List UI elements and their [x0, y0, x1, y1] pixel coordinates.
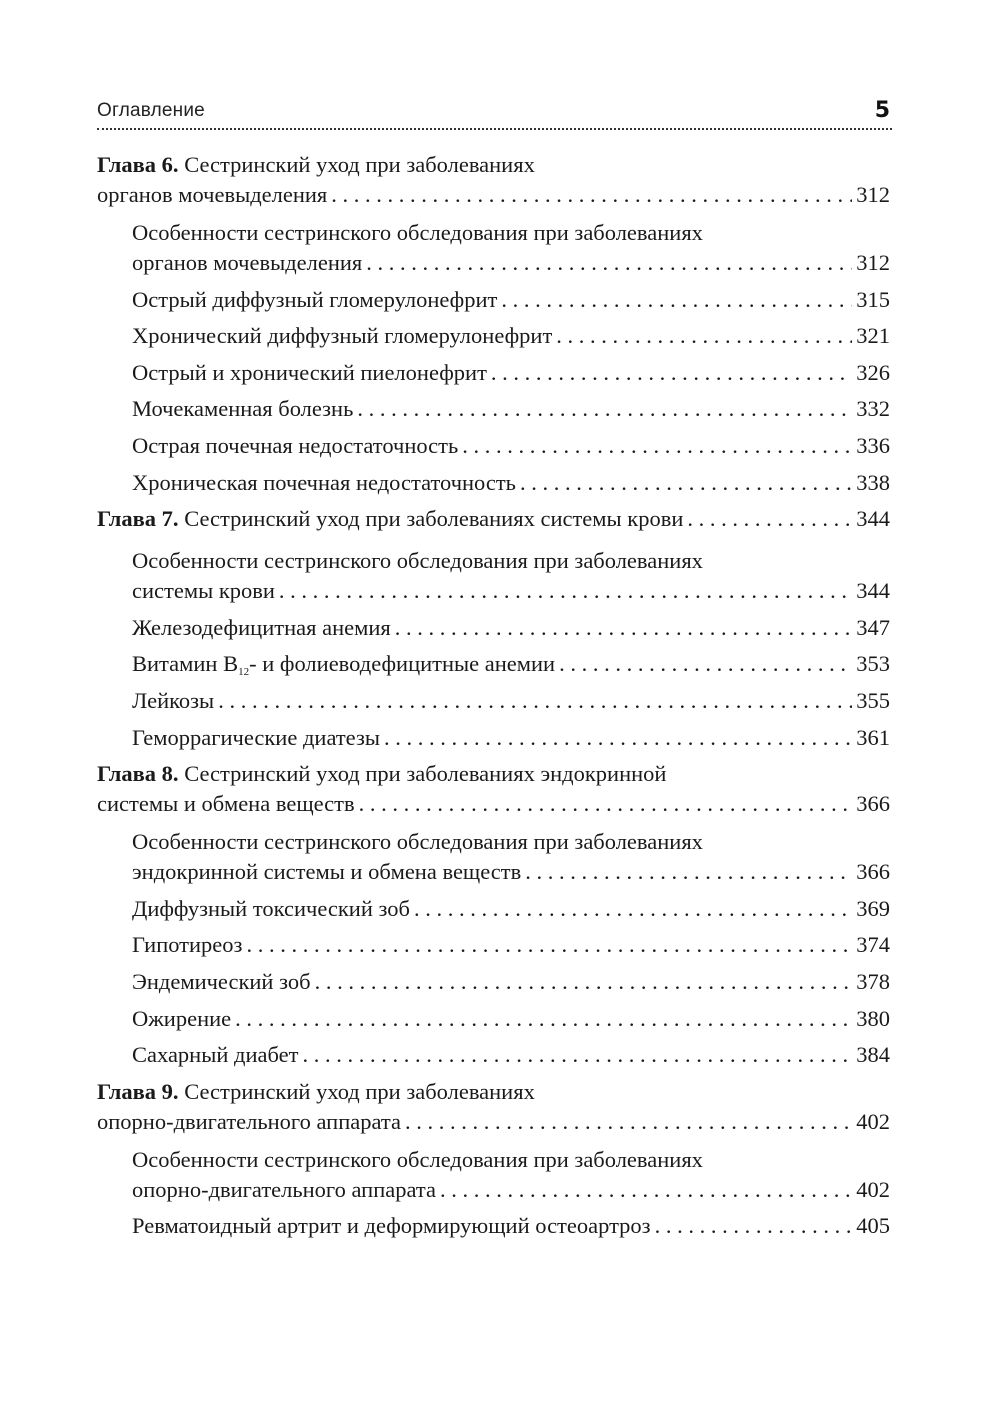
toc-item-page: 355	[856, 687, 890, 713]
toc-item[interactable]	[132, 321, 890, 351]
chapter-label: Глава 8.	[97, 761, 179, 787]
toc-item[interactable]	[132, 967, 890, 997]
toc-item-page: 380	[856, 1005, 890, 1031]
chapter-heading[interactable]	[97, 759, 890, 819]
chapter-title: Сестринский уход при заболеваниях системы крови	[184, 506, 684, 532]
toc-item-page: 347	[856, 614, 890, 640]
toc-item-page: 369	[856, 895, 890, 921]
toc-item-title: Особенности сестринского обследования при заболеваниях	[132, 220, 703, 245]
toc-item-title-cont: системы крови	[132, 578, 275, 604]
leader-dots	[357, 394, 852, 424]
toc-item-title: Особенности сестринского обследования при заболеваниях	[132, 1146, 703, 1172]
toc-item-title: Хронический диффузный гломерулонефрит	[132, 323, 553, 349]
toc-item-page: 332	[856, 396, 890, 422]
running-header	[97, 98, 892, 134]
toc-item[interactable]	[132, 358, 890, 388]
toc-chapter-9	[97, 1077, 890, 1242]
chapter-label: Глава 9.	[97, 1078, 179, 1104]
toc-item-title: Хроническая почечная недостаточность	[132, 469, 516, 495]
toc-item[interactable]	[132, 649, 890, 679]
toc-item-title: Гипотиреоз	[132, 932, 243, 958]
toc-item[interactable]	[132, 1211, 890, 1241]
chapter-label: Глава 6.	[97, 152, 179, 177]
section-list	[97, 218, 890, 498]
leader-dots	[414, 894, 852, 924]
chapter-page: 366	[856, 791, 890, 817]
toc-item-title: Особенности сестринского обследования при заболеваниях	[132, 829, 703, 855]
chapter-page: 344	[856, 506, 890, 532]
toc-item-title: Острый диффузный гломерулонефрит	[132, 286, 498, 312]
leader-dots	[218, 686, 852, 716]
leader-dots	[315, 967, 853, 997]
toc-item-title: Ревматоидный артрит и деформирующий остеоартроз	[132, 1213, 651, 1239]
chapter-heading[interactable]	[97, 504, 890, 534]
toc-item[interactable]	[132, 1040, 890, 1070]
toc-chapter-8	[97, 759, 890, 1070]
toc-item-title: Лейкозы	[132, 687, 215, 713]
toc-item-page: 338	[856, 469, 890, 495]
section-list	[97, 546, 890, 752]
toc-item-title: Мочекаменная болезнь	[132, 396, 354, 422]
toc-item-title: Особенности сестринского обследования при заболеваниях	[132, 548, 703, 574]
chapter-label: Глава 7.	[97, 506, 179, 532]
chapter-title-cont: системы и обмена веществ	[97, 791, 355, 817]
toc-item-page: 366	[856, 859, 890, 885]
title-subscript: 12	[238, 666, 250, 679]
toc-item-page: 361	[856, 724, 890, 750]
toc-item-title-cont: опорно-двигательного аппарата	[132, 1176, 436, 1202]
toc-item-title: Эндемический зоб	[132, 968, 311, 994]
toc-item[interactable]	[132, 723, 890, 753]
leader-dots	[359, 789, 853, 819]
leader-dots	[395, 613, 853, 643]
toc-item[interactable]	[132, 686, 890, 716]
toc-item[interactable]	[132, 285, 890, 315]
toc-item-title: Сахарный диабет	[132, 1042, 299, 1068]
section-list	[97, 827, 890, 1070]
leader-dots	[279, 576, 852, 606]
toc-item-page: 315	[856, 286, 890, 312]
toc-chapter-6	[97, 150, 890, 498]
toc-item[interactable]	[132, 218, 890, 278]
toc-item[interactable]	[132, 394, 890, 424]
toc-item-title: Геморрагические диатезы	[132, 724, 380, 750]
toc-item-page: 374	[856, 932, 890, 958]
toc-item-title-cont: эндокринной системы и обмена веществ	[132, 859, 522, 885]
toc-item[interactable]	[132, 1004, 890, 1034]
leader-dots	[687, 504, 852, 534]
toc-item[interactable]	[132, 468, 890, 498]
toc-item-page: 405	[856, 1213, 890, 1239]
toc-item-title: Острая почечная недостаточность	[132, 432, 459, 458]
leader-dots	[384, 723, 852, 753]
toc-item-page: 336	[856, 432, 890, 458]
toc-item-page: 312	[856, 250, 890, 275]
toc-item-page: 344	[856, 578, 890, 604]
leader-dots	[655, 1211, 853, 1241]
toc-item-title-cont: органов мочевыделения	[132, 250, 363, 275]
toc-item-title: Железодефицитная анемия	[132, 614, 391, 640]
running-header-title: Оглавление	[97, 100, 205, 121]
leader-dots	[559, 649, 852, 679]
toc-item[interactable]	[132, 546, 890, 606]
toc-item-page: 384	[856, 1042, 890, 1068]
leader-dots	[331, 180, 852, 210]
toc-item-title: Острый и хронический пиелонефрит	[132, 359, 487, 385]
toc-item[interactable]	[132, 930, 890, 960]
leader-dots	[366, 248, 852, 278]
leader-dots	[491, 358, 852, 388]
leader-dots	[246, 930, 852, 960]
toc-item-page: 353	[856, 651, 890, 677]
toc-item-page: 321	[856, 323, 890, 349]
toc-item-title: Диффузный токсический зоб	[132, 895, 410, 921]
section-list	[97, 1145, 890, 1242]
toc-item-page: 402	[856, 1176, 890, 1202]
chapter-title: Сестринский уход при заболеваниях	[184, 152, 535, 177]
title-text: Витамин В	[132, 651, 239, 677]
chapter-page: 402	[856, 1108, 890, 1134]
toc-item[interactable]	[132, 827, 890, 887]
toc-item-title: Ожирение	[132, 1005, 232, 1031]
toc-item[interactable]	[132, 1145, 890, 1205]
chapter-heading[interactable]	[97, 150, 890, 210]
leader-dots	[556, 321, 852, 351]
leader-dots	[302, 1040, 852, 1070]
chapter-title-cont: опорно-двигательного аппарата	[97, 1108, 401, 1134]
toc-item[interactable]	[132, 613, 890, 643]
toc-item-page: 378	[856, 968, 890, 994]
header-dotted-rule	[97, 128, 892, 130]
chapter-title-cont: органов мочевыделения	[97, 182, 328, 207]
toc-item-title	[132, 649, 555, 679]
chapter-title: Сестринский уход при заболеваниях	[184, 1078, 535, 1104]
leader-dots	[440, 1175, 852, 1205]
leader-dots	[525, 857, 852, 887]
leader-dots	[462, 431, 852, 461]
chapter-page: 312	[856, 182, 890, 207]
title-text-rest: - и фолиеводефицитные анемии	[249, 651, 556, 677]
toc-item[interactable]	[132, 431, 890, 461]
page-number: 5	[874, 98, 890, 123]
table-of-contents	[97, 150, 890, 1248]
chapter-title: Сестринский уход при заболеваниях эндокринной	[184, 761, 667, 787]
leader-dots	[520, 468, 852, 498]
toc-item-page: 326	[856, 359, 890, 385]
toc-item[interactable]	[132, 894, 890, 924]
leader-dots	[501, 285, 852, 315]
chapter-heading[interactable]	[97, 1077, 890, 1137]
toc-chapter-7	[97, 504, 890, 752]
leader-dots	[405, 1107, 852, 1137]
leader-dots	[235, 1004, 852, 1034]
